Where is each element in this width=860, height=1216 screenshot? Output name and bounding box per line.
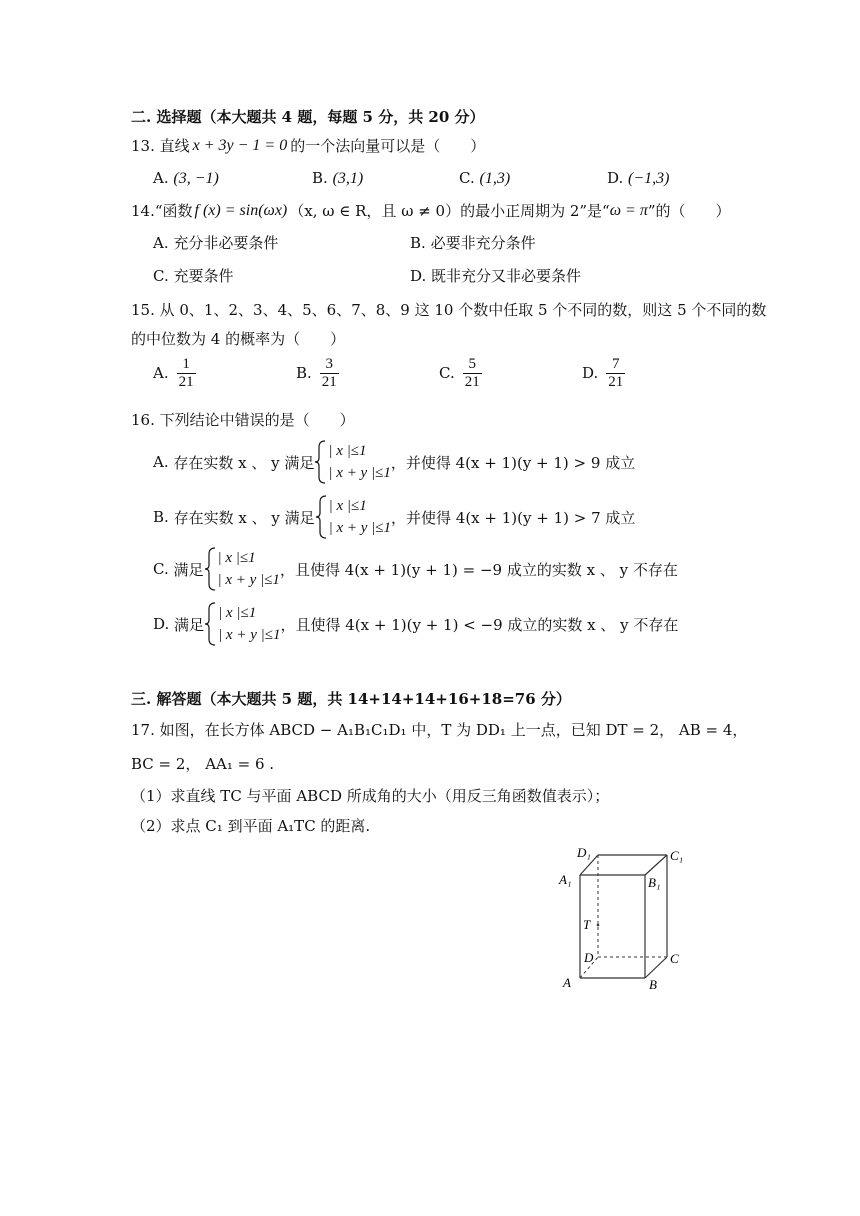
option-label: C. <box>153 267 169 285</box>
q14-suffix: ”的（ ） <box>647 202 731 220</box>
question-17-part-1: （1）求直线 TC 与平面 ABCD 所成角的大小（用反三角函数值表示）； <box>131 787 610 805</box>
denominator: 21 <box>464 373 480 390</box>
inequality-system <box>204 602 280 646</box>
label-b1: B₁ <box>648 875 661 890</box>
question-16-stem: 16. 下列结论中错误的是（ ） <box>131 411 355 429</box>
brace-icon <box>315 495 327 539</box>
q13-prefix: 13. 直线 <box>131 137 190 155</box>
numerator: 3 <box>320 356 339 374</box>
option-post-text: ，并使得 4(x + 1)(y + 1) > 9 成立 <box>390 453 636 472</box>
q14-option-b[interactable] <box>410 232 536 253</box>
question-15-line-2: 的中位数为 4 的概率为（ ） <box>131 330 346 348</box>
system-row-2: | x + y |≤1 <box>217 572 280 588</box>
system-row-2: | x + y |≤1 <box>218 627 281 643</box>
q14-option-d[interactable] <box>410 265 581 286</box>
option-label: D. <box>153 615 170 633</box>
question-17-line-2: BC = 2， AA₁ = 6 . <box>131 755 275 773</box>
option-pre-text: 存在实数 x 、 y 满足 <box>173 508 315 527</box>
option-value: (1,3) <box>479 170 511 187</box>
q15-option-c[interactable] <box>439 356 482 390</box>
brace-icon <box>204 547 216 591</box>
q14-option-c[interactable] <box>153 265 234 286</box>
system-row-2: | x + y |≤1 <box>328 520 392 536</box>
option-label: B. <box>312 169 328 187</box>
q13-option-d[interactable] <box>607 169 670 188</box>
question-14-stem <box>131 200 731 221</box>
option-label: C. <box>153 560 169 578</box>
option-label: C. <box>459 169 475 187</box>
q15-option-b[interactable] <box>296 356 339 390</box>
edge-b-c <box>645 957 667 978</box>
system-row-1: | x |≤1 <box>217 550 256 566</box>
q15-option-a[interactable] <box>153 356 196 390</box>
option-label: D. <box>582 364 599 382</box>
q13-option-c[interactable] <box>459 169 510 188</box>
system-row-1: | x |≤1 <box>328 443 367 459</box>
question-17-line-1: 17. 如图，在长方体 ABCD − A₁B₁C₁D₁ 中，T 为 DD₁ 上一点，已知 DT = 2， AB = 4， <box>131 721 748 739</box>
inequality-system <box>315 495 391 539</box>
section-2-title: 二. 选择题（本大题共 4 题，每题 5 分，共 20 分） <box>131 108 485 126</box>
option-pre-text: 满足 <box>173 560 204 579</box>
q13-expression: x + 3y − 1 = 0 <box>192 136 288 154</box>
q14-middle: 的最小正周期为 2”是“ <box>460 202 610 220</box>
label-a: A <box>563 975 571 990</box>
option-label: B. <box>410 234 426 252</box>
q16-option-c[interactable] <box>153 547 678 591</box>
system-row-1: | x |≤1 <box>328 498 367 514</box>
option-value: 充分非必要条件 <box>173 234 279 252</box>
denominator: 21 <box>178 373 194 390</box>
option-label: A. <box>153 364 169 382</box>
q14-condition: （x, ω ∈ R，且 ω ≠ 0） <box>289 202 461 220</box>
denominator: 21 <box>321 373 337 390</box>
option-label: D. <box>607 169 624 187</box>
question-13-stem <box>131 135 485 156</box>
label-b: B <box>649 977 657 992</box>
option-value: 既非充分又非必要条件 <box>431 267 582 285</box>
system-row-1: | x |≤1 <box>218 605 257 621</box>
question-17-part-2: （2）求点 C₁ 到平面 A₁TC 的距离. <box>131 817 371 835</box>
option-label: C. <box>439 364 455 382</box>
q16-option-d[interactable] <box>153 602 678 646</box>
option-label: D. <box>410 267 427 285</box>
q14-option-a[interactable] <box>153 232 278 253</box>
brace-icon <box>204 602 216 646</box>
option-value: (3, −1) <box>173 170 219 187</box>
option-post-text: ，并使得 4(x + 1)(y + 1) > 7 成立 <box>391 508 636 527</box>
fraction <box>177 356 196 390</box>
question-15-line-1: 15. 从 0、1、2、3、4、5、6、7、8、9 这 10 个数中任取 5 个不同的数，则这 5 个不同的数 <box>131 301 767 319</box>
label-d1: D₁ <box>577 845 591 860</box>
label-c: C <box>670 951 679 966</box>
option-value: (−1,3) <box>628 170 670 187</box>
fraction <box>606 356 625 390</box>
label-c1: C₁ <box>670 848 684 863</box>
system-row-2: | x + y |≤1 <box>328 465 391 481</box>
brace-icon <box>314 440 326 484</box>
inequality-system <box>204 547 280 591</box>
q16-option-b[interactable] <box>153 495 635 539</box>
option-label: B. <box>296 364 312 382</box>
inequality-system <box>314 440 390 484</box>
option-value: 充要条件 <box>173 267 234 285</box>
q16-option-a[interactable] <box>153 440 635 484</box>
section-3-title: 三. 解答题（本大题共 5 题，共 14+14+14+16+18=76 分） <box>131 690 571 708</box>
numerator: 1 <box>177 356 196 374</box>
numerator: 7 <box>606 356 625 374</box>
edge-b1-c1 <box>645 855 667 875</box>
q14-prefix: 14.“函数 <box>131 202 193 220</box>
q14-function: f (x) = sin(ωx) <box>194 201 288 219</box>
label-t: T <box>583 917 591 932</box>
option-label: A. <box>153 169 169 187</box>
q13-option-b[interactable] <box>312 169 363 188</box>
option-pre-text: 满足 <box>174 615 205 634</box>
fraction <box>320 356 339 390</box>
q15-option-d[interactable] <box>582 356 625 390</box>
option-value: 必要非充分条件 <box>430 234 536 252</box>
q14-omega: ω = π <box>609 201 648 219</box>
fraction <box>463 356 482 390</box>
option-label: B. <box>153 508 169 526</box>
label-a1: A₁ <box>559 872 572 887</box>
cuboid-figure <box>550 840 700 995</box>
denominator: 21 <box>608 373 624 390</box>
option-pre-text: 存在实数 x 、 y 满足 <box>173 453 315 472</box>
q13-suffix: 的一个法向量可以是（ ） <box>290 137 486 155</box>
option-label: A. <box>153 453 169 471</box>
label-d: D <box>584 950 594 965</box>
numerator: 5 <box>463 356 482 374</box>
option-post-text: ，且使得 4(x + 1)(y + 1) < −9 成立的实数 x 、 y 不存在 <box>280 615 679 634</box>
option-post-text: ，且使得 4(x + 1)(y + 1) = −9 成立的实数 x 、 y 不存在 <box>279 560 678 579</box>
option-value: (3,1) <box>332 170 364 187</box>
point-t <box>597 924 600 927</box>
q13-option-a[interactable] <box>153 169 219 188</box>
option-label: A. <box>153 234 169 252</box>
